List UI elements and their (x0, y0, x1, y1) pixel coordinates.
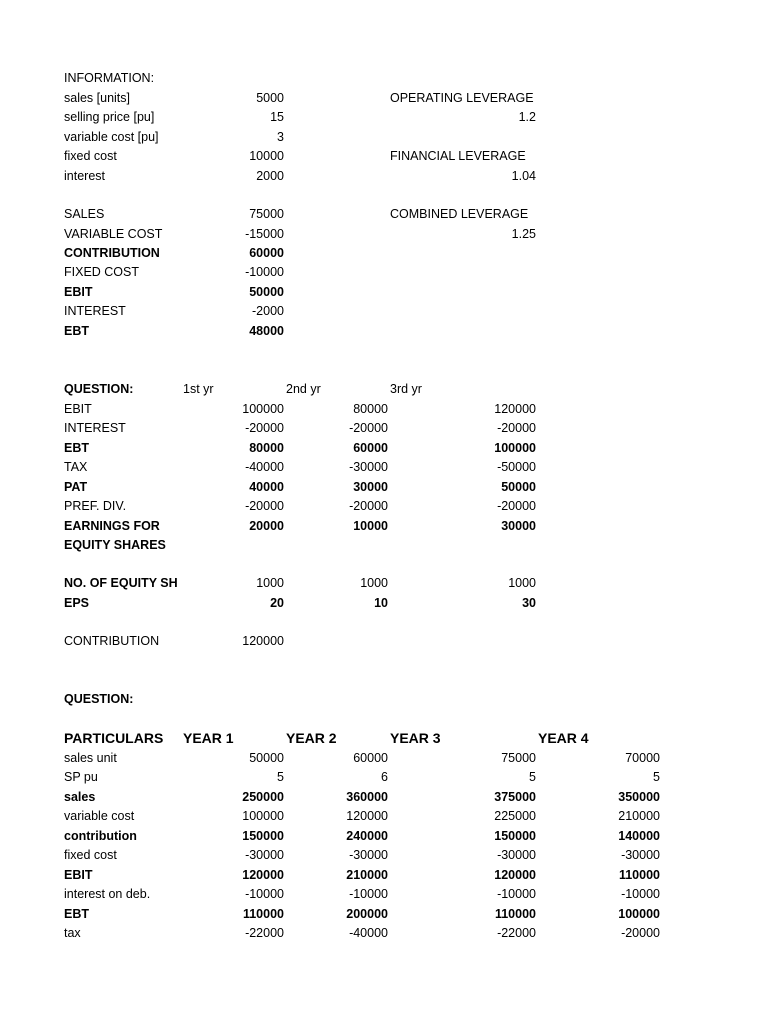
row-value: 80000 (249, 441, 284, 455)
statement-label: EBT (64, 324, 89, 338)
table-row (0, 827, 768, 846)
table-row (0, 768, 768, 787)
info-row (0, 147, 768, 166)
statement-label: CONTRIBUTION (64, 246, 160, 260)
info-row (0, 89, 768, 108)
statement-value: -10000 (245, 265, 284, 279)
table-row (0, 924, 768, 943)
table-row (0, 400, 768, 419)
table-row (0, 788, 768, 807)
q2-header: YEAR 1 (183, 730, 234, 746)
row-value: 120000 (494, 402, 536, 416)
row-value: 210000 (346, 868, 388, 882)
statement-value: -15000 (245, 227, 284, 241)
info-value: 15 (270, 110, 284, 124)
info-label: fixed cost (64, 149, 117, 163)
table-row (0, 419, 768, 438)
row-value: -10000 (349, 887, 388, 901)
q1-row (0, 594, 768, 613)
statement-label: INTEREST (64, 304, 126, 318)
q2-header: YEAR 2 (286, 730, 337, 746)
row-value: 150000 (494, 829, 536, 843)
row-value: -40000 (349, 926, 388, 940)
info-value: 2000 (256, 169, 284, 183)
q2-header-row (0, 729, 768, 748)
info-label: variable cost [pu] (64, 130, 159, 144)
row-value: -20000 (621, 926, 660, 940)
row-value: -10000 (245, 887, 284, 901)
row-value: 350000 (618, 790, 660, 804)
row-value: 100000 (242, 402, 284, 416)
table-row (0, 905, 768, 924)
row-value: 70000 (625, 751, 660, 765)
row-value: 60000 (353, 751, 388, 765)
row-value: -30000 (349, 460, 388, 474)
q1-value: 20 (270, 596, 284, 610)
q1-value: 1000 (508, 576, 536, 590)
row-value: 30000 (501, 519, 536, 533)
table-row (0, 497, 768, 516)
row-value: -40000 (245, 460, 284, 474)
row-value: -20000 (245, 421, 284, 435)
row-value: 75000 (501, 751, 536, 765)
row-value: 225000 (494, 809, 536, 823)
row-value: 200000 (346, 907, 388, 921)
q2-header: YEAR 3 (390, 730, 441, 746)
q1-label: CONTRIBUTION (64, 634, 160, 648)
combined-leverage-value: 1.25 (511, 227, 536, 241)
row-value: 150000 (242, 829, 284, 843)
info-row (0, 108, 768, 127)
q2-title: QUESTION: (64, 692, 134, 706)
row-value: 140000 (618, 829, 660, 843)
statement-label: VARIABLE COST (64, 227, 163, 241)
row-value: 250000 (242, 790, 284, 804)
statement-row (0, 283, 768, 302)
table-row (0, 458, 768, 477)
row-label: EBIT (64, 402, 92, 416)
row-value: 120000 (242, 868, 284, 882)
row-value: -30000 (245, 848, 284, 862)
statement-row (0, 225, 768, 244)
row-value: -20000 (245, 499, 284, 513)
row-label: TAX (64, 460, 88, 474)
row-value: 375000 (494, 790, 536, 804)
row-value: 360000 (346, 790, 388, 804)
table-row (0, 439, 768, 458)
financial-leverage-value: 1.04 (511, 169, 536, 183)
row-value: -20000 (497, 421, 536, 435)
row-label: fixed cost (64, 848, 117, 862)
statement-value: 50000 (249, 285, 284, 299)
q2-header: YEAR 4 (538, 730, 589, 746)
info-label: interest (64, 169, 105, 183)
financial-leverage-label: FINANCIAL LEVERAGE (390, 149, 526, 163)
row-label: INTEREST (64, 421, 126, 435)
info-title-row (0, 69, 768, 88)
row-value: 5 (529, 770, 536, 784)
info-value: 10000 (249, 149, 284, 163)
combined-leverage-label: COMBINED LEVERAGE (390, 207, 529, 221)
row-label: contribution (64, 829, 137, 843)
row-value: 20000 (249, 519, 284, 533)
row-value: -30000 (349, 848, 388, 862)
q1-value: 1000 (360, 576, 388, 590)
row-value: -10000 (621, 887, 660, 901)
statement-row (0, 302, 768, 321)
operating-leverage-value: 1.2 (518, 110, 536, 124)
row-value: 110000 (494, 907, 536, 921)
operating-leverage-label: OPERATING LEVERAGE (390, 91, 534, 105)
q2-title-row (0, 690, 768, 709)
row-value: 5 (277, 770, 284, 784)
row-label: PREF. DIV. (64, 499, 127, 513)
q1-row (0, 536, 768, 555)
row-value: -10000 (497, 887, 536, 901)
q1-title: QUESTION: (64, 382, 134, 396)
row-value: 40000 (249, 480, 284, 494)
q1-label: NO. OF EQUITY SH (64, 576, 178, 590)
row-value: 120000 (494, 868, 536, 882)
statement-value: 60000 (249, 246, 284, 260)
row-value: 50000 (249, 751, 284, 765)
row-value: 110000 (618, 868, 660, 882)
q1-value: 1000 (256, 576, 284, 590)
info-value: 3 (277, 130, 284, 144)
row-label: tax (64, 926, 81, 940)
q1-value: 30 (522, 596, 536, 610)
q1-header-row (0, 380, 768, 399)
table-row (0, 885, 768, 904)
statement-value: 75000 (249, 207, 284, 221)
statement-value: -2000 (252, 304, 284, 318)
table-row (0, 749, 768, 768)
row-label: sales unit (64, 751, 117, 765)
q1-label: EQUITY SHARES (64, 538, 166, 552)
row-value: 240000 (346, 829, 388, 843)
statement-row (0, 205, 768, 224)
row-label: sales (64, 790, 96, 804)
row-value: 50000 (501, 480, 536, 494)
statement-row (0, 322, 768, 341)
q2-header: PARTICULARS (64, 730, 164, 746)
row-label: EBT (64, 907, 89, 921)
q1-header: 2nd yr (286, 382, 321, 396)
q1-header: 1st yr (183, 382, 214, 396)
row-value: 30000 (353, 480, 388, 494)
table-row (0, 478, 768, 497)
row-label: variable cost (64, 809, 135, 823)
row-value: -20000 (349, 421, 388, 435)
row-value: 210000 (618, 809, 660, 823)
row-label: SP pu (64, 770, 98, 784)
table-row (0, 866, 768, 885)
row-value: 110000 (242, 907, 284, 921)
info-label: selling price [pu] (64, 110, 155, 124)
q1-header: 3rd yr (390, 382, 422, 396)
statement-row (0, 263, 768, 282)
statement-row (0, 244, 768, 263)
info-title: INFORMATION: (64, 71, 155, 85)
table-row (0, 517, 768, 536)
row-value: 100000 (494, 441, 536, 455)
statement-label: SALES (64, 207, 105, 221)
q1-row (0, 632, 768, 651)
statement-label: EBIT (64, 285, 93, 299)
row-value: 100000 (618, 907, 660, 921)
row-value: 6 (381, 770, 388, 784)
row-value: 10000 (353, 519, 388, 533)
info-row (0, 167, 768, 186)
row-value: -30000 (621, 848, 660, 862)
row-value: 60000 (353, 441, 388, 455)
row-value: 80000 (353, 402, 388, 416)
q1-row (0, 574, 768, 593)
statement-value: 48000 (249, 324, 284, 338)
row-label: PAT (64, 480, 88, 494)
row-label: EBIT (64, 868, 93, 882)
table-row (0, 846, 768, 865)
info-row (0, 128, 768, 147)
row-value: -20000 (349, 499, 388, 513)
table-row (0, 807, 768, 826)
q1-value: 10 (374, 596, 388, 610)
info-value: 5000 (256, 91, 284, 105)
row-label: EBT (64, 441, 89, 455)
row-value: 120000 (346, 809, 388, 823)
row-value: 5 (653, 770, 660, 784)
row-label: interest on deb. (64, 887, 151, 901)
row-value: -20000 (497, 499, 536, 513)
row-value: -22000 (245, 926, 284, 940)
row-value: -22000 (497, 926, 536, 940)
q1-label: EPS (64, 596, 90, 610)
statement-label: FIXED COST (64, 265, 140, 279)
row-label: EARNINGS FOR (64, 519, 160, 533)
row-value: 100000 (242, 809, 284, 823)
row-value: -30000 (497, 848, 536, 862)
q1-value: 120000 (242, 634, 284, 648)
row-value: -50000 (497, 460, 536, 474)
info-label: sales [units] (64, 91, 131, 105)
